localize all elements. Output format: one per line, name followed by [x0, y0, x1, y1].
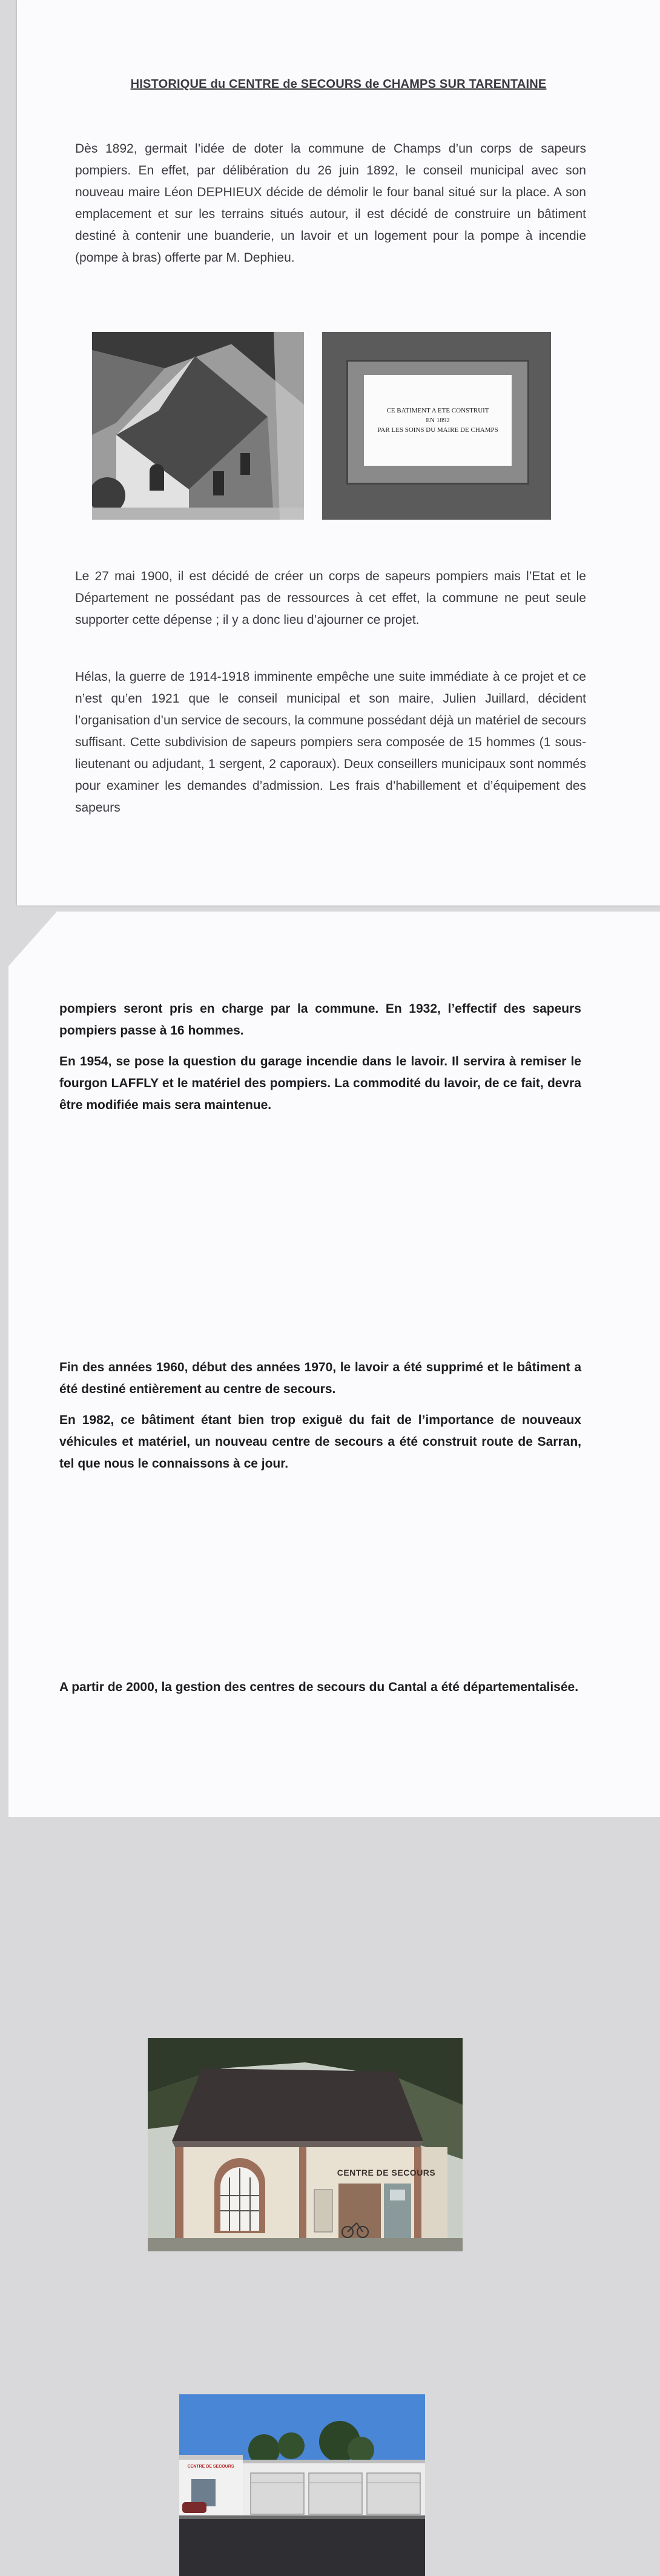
document-page-1 — [17, 0, 660, 906]
paragraph-1954: En 1954, se pose la question du garage incendie dans le lavoir. Il servira à remiser le fourgon LAFFLY et le matériel des pompiers. La commodité du lavoir, de ce fait, devra être modifiée mais sera maintenue. — [59, 1055, 581, 1112]
plaque-line-2: EN 1892 — [426, 417, 450, 424]
plaque-inscription — [364, 375, 512, 466]
paragraph-1914-1921: Hélas, la guerre de 1914-1918 imminente empêche une suite immédiate à ce projet et ce n’est qu’en 1921 que le conseil municipal et son maire, Julien Juillard, décident l’organisation d’un service de secours, la commune possédant déjà un matériel de secours suffisant. Cette subdivision de sapeurs pompiers sera composée de 15 hommes (1 sous-lieutenant ou adjudant, 1 sergent, 2 caporaux). Deux conseillers municipaux sont nommés pour examiner les demandes d’admission. Les frais d’habillement et d’équipement des sapeurs — [75, 670, 586, 815]
modern-sign: CENTRE DE SECOURS — [187, 2465, 234, 2469]
paragraph-1892: Dès 1892, germait l’idée de doter la commune de Champs d’un corps de sapeurs pompiers. En effet, par délibération du 26 juin 1892, le conseil municipal avec son nouveau maire Léon DEPHIEUX décide de démolir le four banal situé sur la place. A son emplacement et sur les terrains situés autour, il est décidé de construire un bâtiment destiné à contenir une buanderie, un lavoir et un logement pour la pompe à incendie (pompe à bras) offerte par M. Dephieu. — [75, 142, 586, 265]
new-fire-station-photo — [179, 2394, 425, 2576]
paragraph-1900: Le 27 mai 1900, il est décidé de créer un corps de sapeurs pompiers mais l’Etat et le Département ne possédant pas de ressources à cet effet, la commune ne peut seule supporter cette dépense ; il y a donc lieu d’ajourner ce projet. — [75, 569, 586, 627]
document-page-2 — [8, 912, 660, 2469]
centre-de-secours-sign: CENTRE DE SECOURS — [337, 2168, 436, 2177]
paragraph-1932: pompiers seront pris en charge par la commune. En 1932, l’effectif des sapeurs pompiers passe à 16 hommes. — [59, 1002, 581, 1038]
paragraph-1982: En 1982, ce bâtiment étant bien trop exiguë du fait de l’importance de nouveaux véhicules et matériel, un nouveau centre de secours a été construit route de Sarran, tel que nous le connaissons à ce jour. — [59, 1413, 581, 1471]
plaque-line-3: PAR LES SOINS DU MAIRE DE CHAMPS — [377, 426, 498, 434]
folded-corner — [8, 912, 57, 966]
plaque-line-1: CE BATIMENT A ETE CONSTRUIT — [386, 407, 489, 414]
document-title: HISTORIQUE du CENTRE de SECOURS de CHAMPS SUR TARENTAINE — [130, 78, 547, 91]
plaque-frame — [346, 360, 529, 485]
paragraph-2000: A partir de 2000, la gestion des centres de secours du Cantal a été départementalisée. — [59, 1680, 579, 1694]
old-fire-station-photo — [148, 2038, 463, 2251]
paragraph-1960-1970: Fin des années 1960, début des années 1970, le lavoir a été supprimé et le bâtiment a été destiné entièrement au centre de secours. — [59, 1360, 581, 1396]
plaque-photo — [322, 332, 551, 520]
old-building-photo — [92, 332, 304, 520]
